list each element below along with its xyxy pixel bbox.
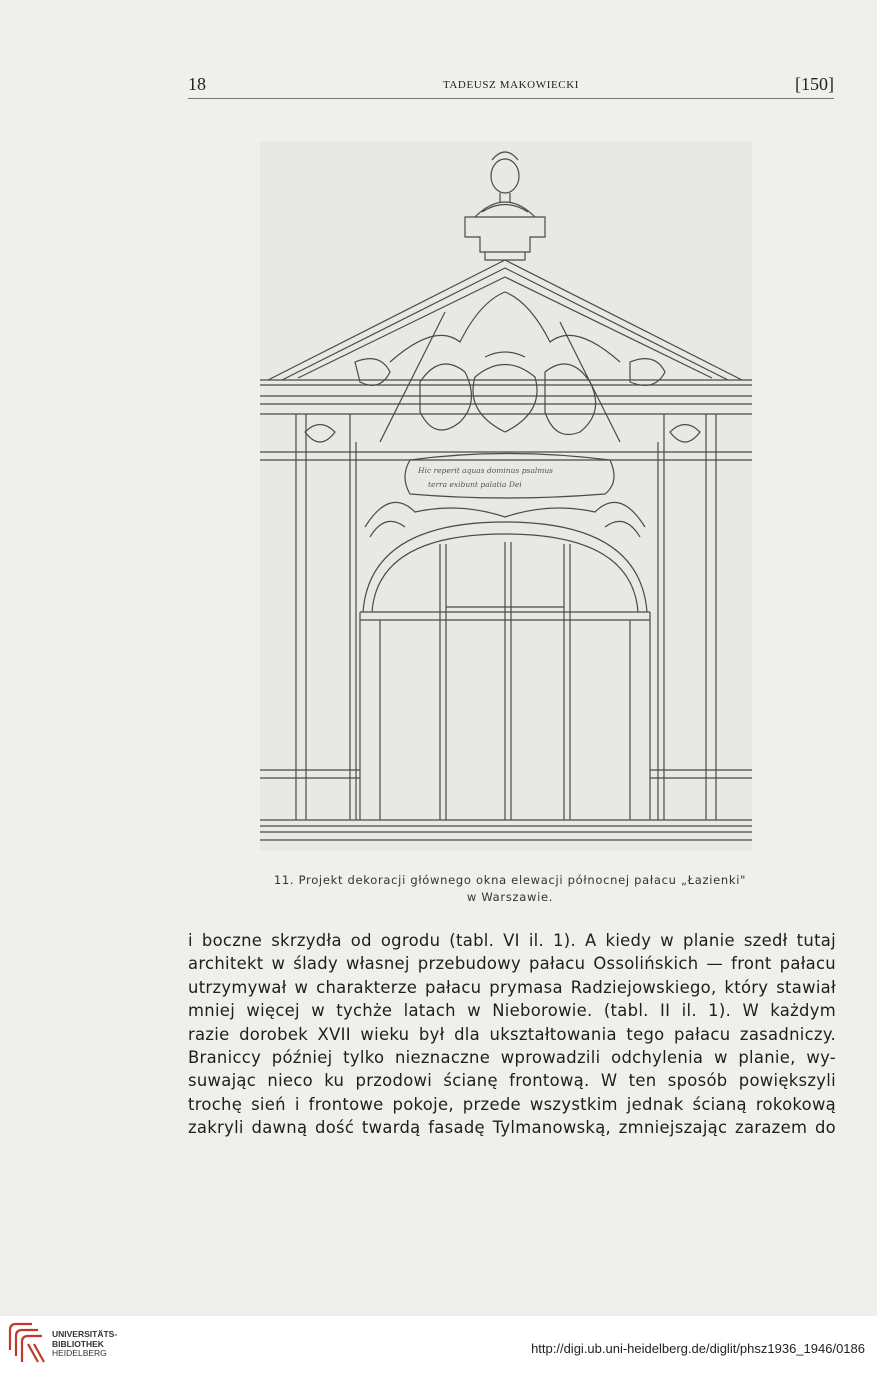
bust-sculpture	[465, 152, 545, 260]
text-line: razie dorobek XVII wieku był dla ukształtowania tego pałacu zasadniczy.	[188, 1024, 836, 1044]
body-paragraph	[188, 929, 836, 1140]
text-line: zakryli dawną dość twardą fasadę Tylmanowską, zmniejszając zarazem do	[188, 1118, 836, 1138]
text-line: suwając nieco ku przodowi ścianę frontową. W ten sposób powiększyli	[188, 1071, 836, 1091]
text-line: utrzymywał w charakterze pałacu prymasa Radziejowskiego, który stawiał	[188, 977, 836, 997]
permalink-url[interactable]: http://digi.ub.uni-heidelberg.de/diglit/phsz1936_1946/0186	[531, 1341, 865, 1356]
running-head: TADEUSZ MAKOWIECKI	[442, 79, 580, 91]
text-line: trochę sień i frontowe pokoje, przede wszystkim jednak ścianą rokokową	[188, 1094, 836, 1114]
base-moulding	[260, 820, 752, 840]
library-name-line-2: BIBLIOTHEK	[52, 1338, 104, 1349]
text-line: mniej więcej w tychże latach w Nieborowie. (tabl. II il. 1). W każdym	[188, 1001, 836, 1021]
inscription-line-2: terra exibunt palatia Dei	[428, 480, 522, 489]
library-logo-icon[interactable]	[8, 1322, 46, 1364]
sculptural-ornament	[305, 292, 700, 442]
page-header	[188, 74, 834, 99]
text-line: architekt w ślady własnej przebudowy pałacu Ossolińskich — front pałacu	[188, 954, 836, 974]
text-line: Braniccy później tylko nieznaczne wprowadzili odchylenia w planie, wy-	[188, 1048, 836, 1068]
inscription-line-1: Hic reperit aquas dominus psalmus	[418, 466, 554, 475]
page-number: 18	[188, 74, 206, 94]
caption-line-1: 11. Projekt dekoracji głównego okna elewacji północnej pałacu „Łazienki"	[273, 873, 747, 887]
figure-caption	[220, 872, 800, 906]
text-line: i boczne skrzydła od ogrodu (tabl. VI il. 1). A kiedy w planie szedł tutaj	[188, 931, 836, 950]
page-reference: [150]	[795, 74, 834, 94]
footer-bar	[0, 1316, 877, 1378]
caption-line-2: w Warszawie.	[466, 890, 554, 904]
library-name	[52, 1330, 117, 1359]
library-name-line-1: UNIVERSITÄTS-	[52, 1329, 118, 1339]
pediment	[260, 260, 752, 460]
architectural-drawing	[260, 142, 752, 850]
inscription-cartouche	[365, 454, 645, 538]
library-name-line-3: HEIDELBERG	[52, 1348, 107, 1358]
window-frames	[360, 542, 650, 820]
